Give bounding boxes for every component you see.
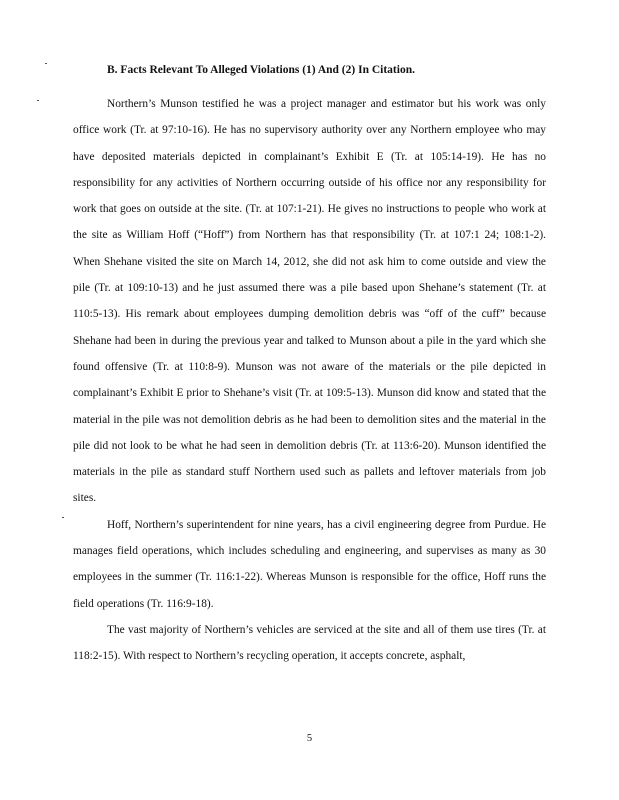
scan-speck: [62, 517, 64, 518]
paragraph-vehicles-recycling: The vast majority of Northern’s vehicles are serviced at the site and all of them use tires (Tr. at 118:2-15). With respect to Northern’s recycling operation, it accepts concrete, asphalt,: [73, 623, 546, 663]
scan-speck: [37, 100, 39, 101]
scan-speck: [45, 63, 47, 64]
document-body: [73, 91, 546, 670]
section-heading: B. Facts Relevant To Alleged Violations (1) And (2) In Citation.: [107, 64, 415, 76]
page-number: 5: [306, 733, 313, 744]
paragraph-hoff-background: Hoff, Northern’s superintendent for nine years, has a civil engineering degree from Purdue. He manages field operations, which includes scheduling and engineering, and supervises as many as 30 employees in the summer (Tr. 116:1-22). Whereas Munson is responsible for the office, Hoff runs the field operations (Tr. 116:9-18).: [73, 518, 546, 610]
paragraph-munson-testimony: Northern’s Munson testified he was a project manager and estimator but his work was only office work (Tr. at 97:10-16). He has no supervisory authority over any Northern employee who may have deposited materials depicted in complainant’s Exhibit E (Tr. at 105:14-19). He has no responsibility for any activities of Northern occurring outside of his office nor any responsibility for work that goes on outside at the site. (Tr. at 107:1-21). He gives no instructions to people who work at the site as William Hoff (“Hoff”) from Northern has that responsibility (Tr. at 107:1 24; 108:1-2). When Shehane visited the site on March 14, 2012, she did not ask him to come outside and view the pile (Tr. at 109:10-13) and he just assumed there was a pile based upon Shehane’s statement (Tr. at 110:5-13). His remark about employees dumping demolition debris was “off of the cuff” because Shehane had been in during the previous year and talked to Munson about a pile in the yard which she found offensive (Tr. at 110:8-9). Munson was not aware of the materials or the pile depicted in complainant’s Exhibit E prior to Shehane’s visit (Tr. at 109:5-13). Munson did know and stated that the material in the pile was not demolition debris as he had been to demolition sites and the material in the pile did not look to be what he had seen in demolition debris (Tr. at 113:6-20). Munson identified the materials in the pile as standard stuff Northern used such as pallets and leftover materials from job sites.: [73, 98, 546, 505]
